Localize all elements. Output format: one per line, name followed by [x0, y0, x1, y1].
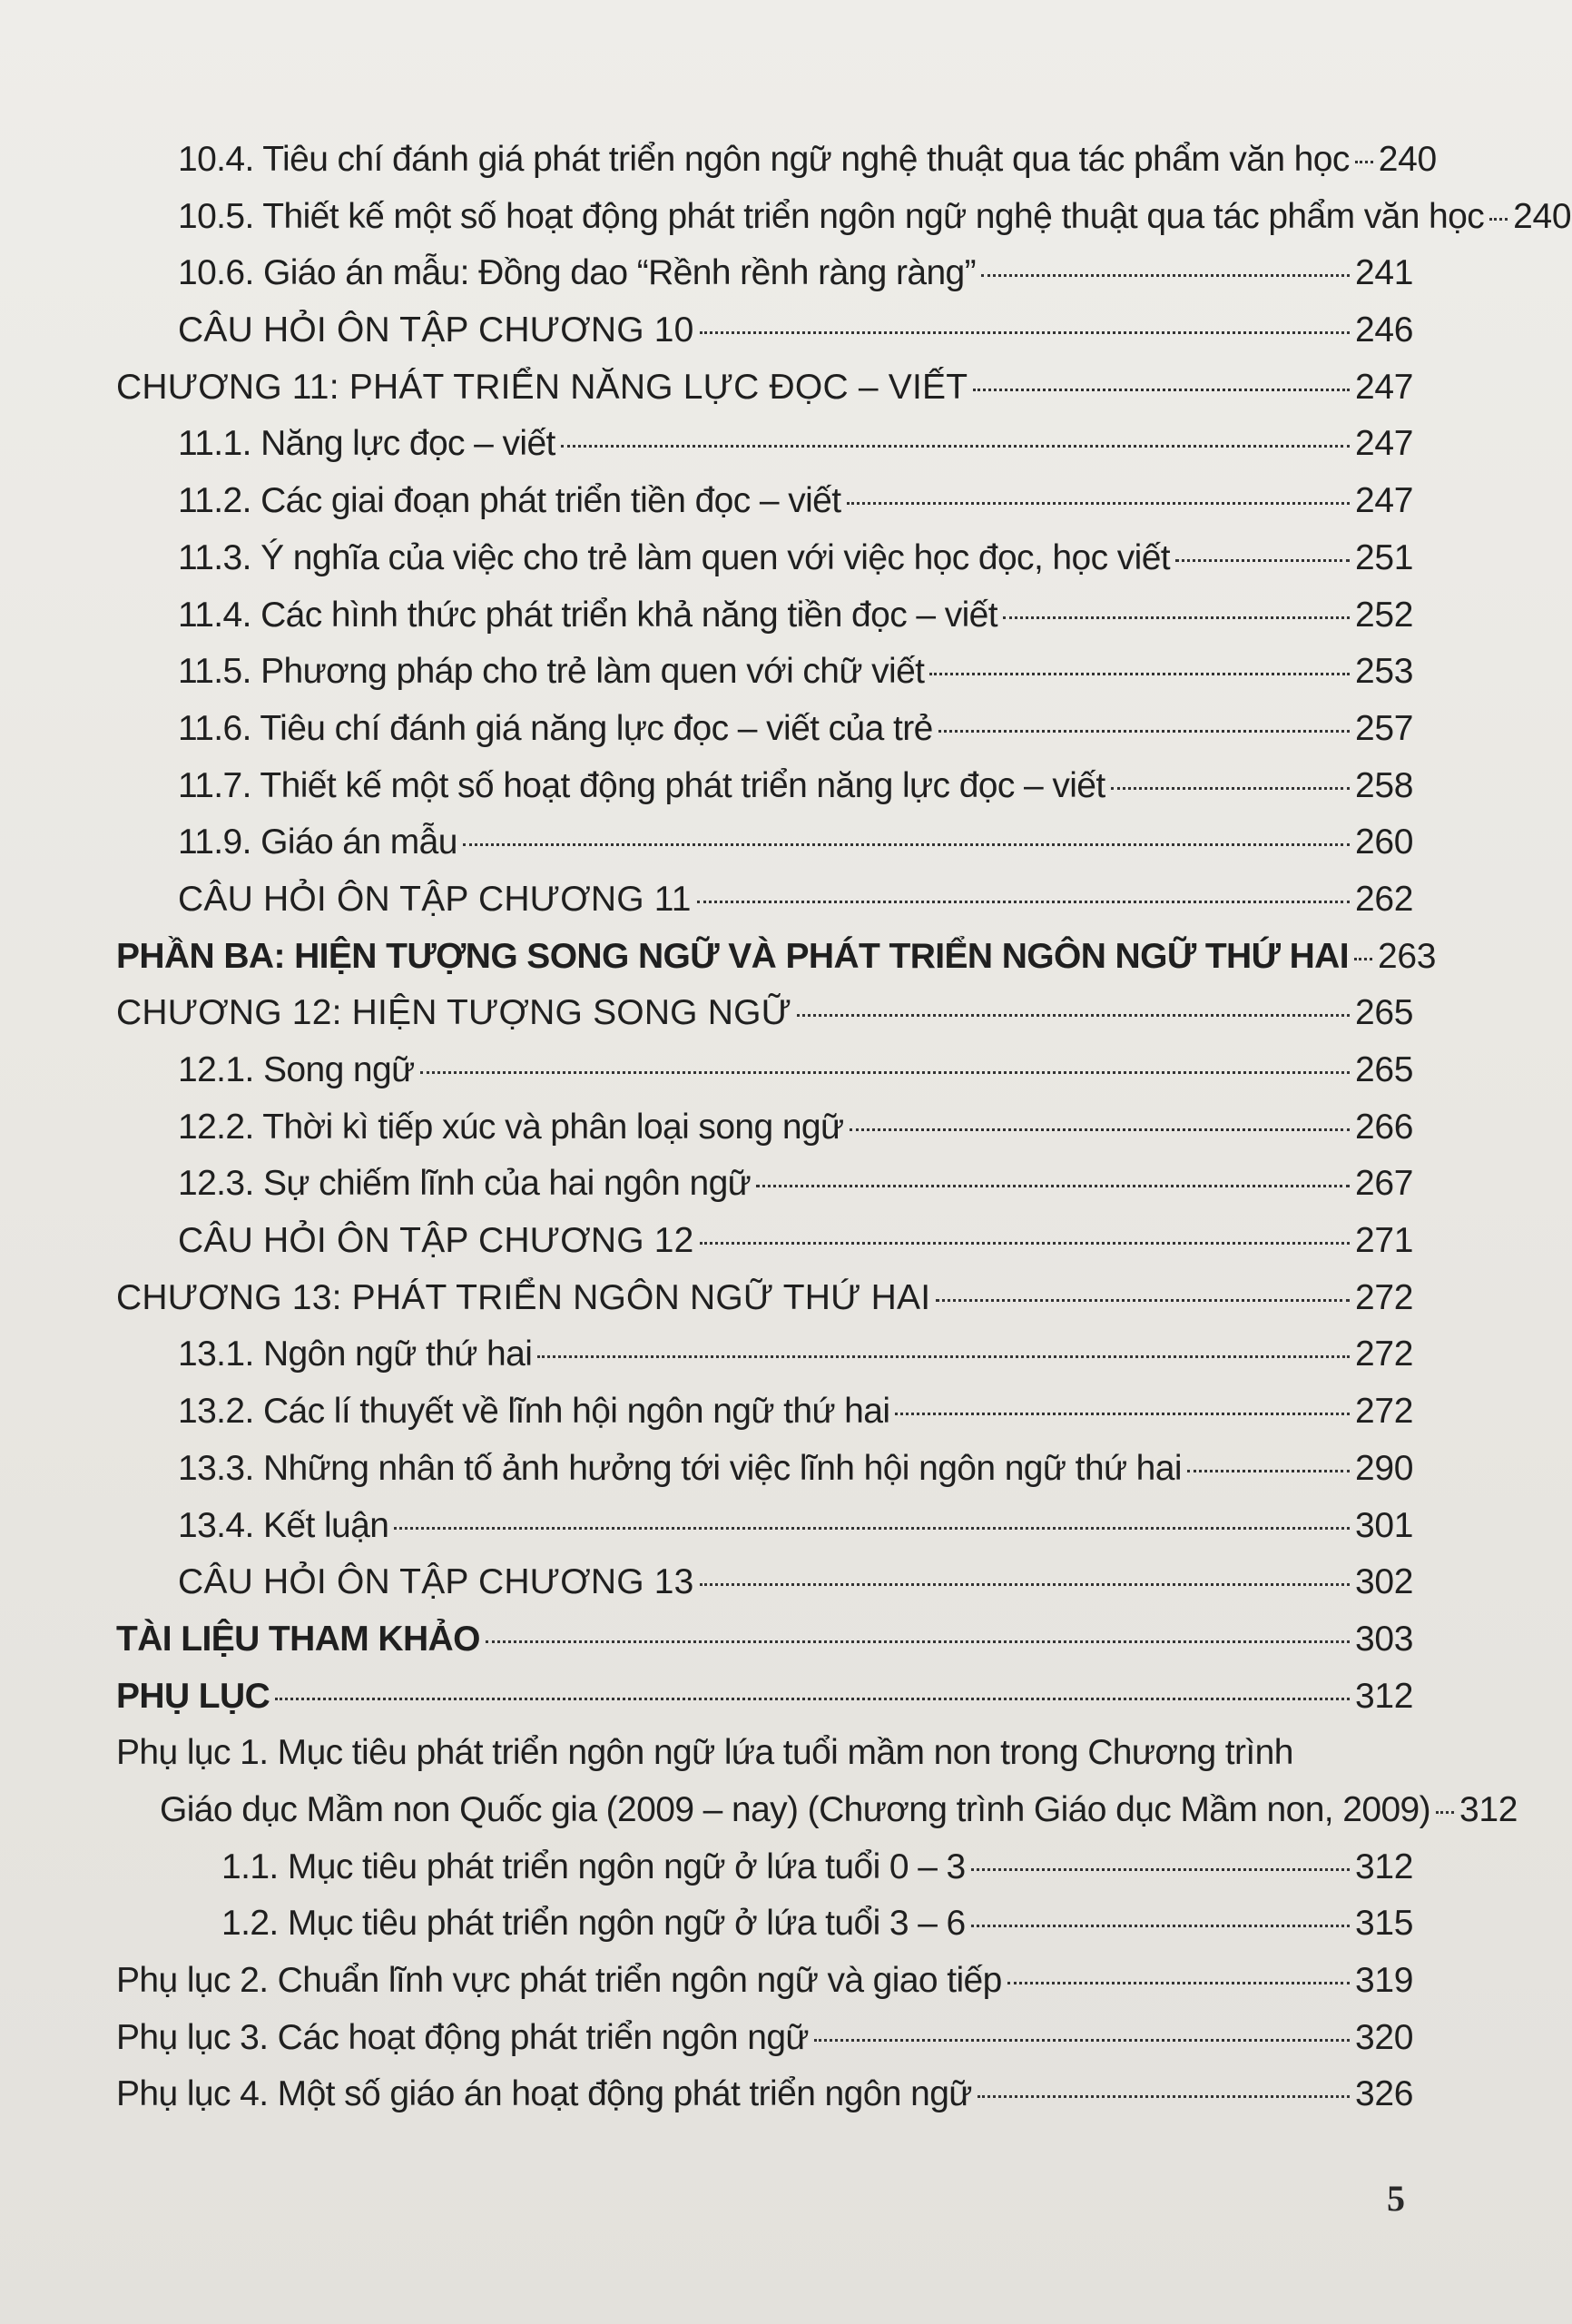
toc-entry — [0, 1554, 1572, 1611]
dot-leader — [1003, 616, 1350, 619]
toc-entry-title: 11.1. Năng lực đọc – viết — [178, 424, 555, 464]
dot-leader — [814, 2039, 1350, 2042]
toc-entry — [0, 416, 1572, 473]
toc-entry-title: 12.1. Song ngữ — [178, 1050, 415, 1089]
dot-leader — [1111, 787, 1350, 790]
dot-leader — [420, 1071, 1350, 1074]
dot-leader — [561, 445, 1350, 448]
toc-page-number: 272 — [1355, 1334, 1414, 1374]
toc-page-number: 272 — [1355, 1277, 1414, 1317]
toc-entry — [0, 587, 1572, 645]
toc-page-number: 263 — [1377, 936, 1437, 976]
toc-entry-title: 11.4. Các hình thức phát triển khả năng tiền đọc – viết — [178, 595, 997, 635]
toc-entry — [0, 132, 1572, 189]
toc-page-number: 258 — [1355, 765, 1414, 805]
toc-entry — [0, 872, 1572, 929]
dot-leader — [394, 1527, 1350, 1530]
dot-leader — [850, 1128, 1350, 1131]
toc-page-number: 247 — [1355, 424, 1414, 464]
toc-entry — [0, 1611, 1572, 1669]
toc-entry — [0, 1669, 1572, 1726]
toc-page-number: 251 — [1355, 537, 1414, 577]
dot-leader — [971, 1925, 1350, 1927]
dot-leader — [978, 2095, 1350, 2098]
toc-page-number: 303 — [1355, 1619, 1414, 1659]
toc-entry — [0, 2010, 1572, 2067]
toc-entry-title: CÂU HỎI ÔN TẬP CHƯƠNG 13 — [178, 1562, 694, 1602]
dot-leader — [700, 1583, 1350, 1586]
dot-leader — [1354, 958, 1372, 960]
dot-leader — [1355, 161, 1373, 163]
toc-page-number: 265 — [1355, 1050, 1414, 1089]
dot-leader — [700, 1242, 1350, 1245]
dot-leader — [1187, 1470, 1350, 1472]
toc-entry — [0, 359, 1572, 417]
toc-entry — [0, 1725, 1572, 1782]
toc-page-number: 265 — [1355, 993, 1414, 1033]
toc-page-number: 319 — [1355, 1961, 1414, 2000]
toc-page-number: 315 — [1355, 1904, 1414, 1944]
toc-entry-title: 1.1. Mục tiêu phát triển ngôn ngữ ở lứa tuổi 0 – 3 — [221, 1846, 966, 1886]
toc-entry-title: CÂU HỎI ÔN TẬP CHƯƠNG 12 — [178, 1221, 694, 1261]
toc-entry-title: 11.9. Giáo án mẫu — [178, 822, 457, 862]
dot-leader — [1489, 218, 1508, 221]
toc-page-number: 272 — [1355, 1392, 1414, 1432]
toc-entry — [0, 1384, 1572, 1441]
toc-entry — [0, 1270, 1572, 1327]
dot-leader — [1007, 1982, 1350, 1984]
toc-page-number: 253 — [1355, 652, 1414, 692]
dot-leader — [936, 1299, 1350, 1302]
toc-entry — [0, 245, 1572, 302]
toc-page-number: 246 — [1355, 310, 1414, 350]
toc-page-number: 312 — [1355, 1676, 1414, 1716]
toc-entry-title: 13.1. Ngôn ngữ thứ hai — [178, 1334, 533, 1374]
dot-leader — [797, 1014, 1350, 1017]
toc-entry-title: Phụ lục 3. Các hoạt động phát triển ngôn ngữ — [116, 2017, 809, 2057]
toc-entry — [0, 1326, 1572, 1384]
toc-entry-title: 11.6. Tiêu chí đánh giá năng lực đọc – viết của trẻ — [178, 708, 933, 748]
dot-leader — [486, 1640, 1350, 1643]
toc-entry-title: CÂU HỎI ÔN TẬP CHƯƠNG 11 — [178, 879, 692, 919]
toc-page-number: 290 — [1355, 1448, 1414, 1488]
table-of-contents — [0, 132, 1572, 2123]
toc-entry — [0, 2066, 1572, 2123]
toc-page-number: 320 — [1355, 2017, 1414, 2057]
toc-entry-title: 12.3. Sự chiếm lĩnh của hai ngôn ngữ — [178, 1164, 752, 1204]
toc-entry-title: CÂU HỎI ÔN TẬP CHƯƠNG 10 — [178, 310, 694, 350]
toc-entry — [0, 1042, 1572, 1099]
toc-entry-title: CHƯƠNG 11: PHÁT TRIỂN NĂNG LỰC ĐỌC – VIẾT — [116, 367, 968, 407]
dot-leader — [1436, 1811, 1454, 1814]
page-number: 5 — [1387, 2178, 1405, 2219]
toc-entry-title: 12.2. Thời kì tiếp xúc và phân loại song ngữ — [178, 1107, 844, 1147]
toc-page-number: 271 — [1355, 1221, 1414, 1261]
toc-entry-title: Phụ lục 2. Chuẩn lĩnh vực phát triển ngôn ngữ và giao tiếp — [116, 1961, 1002, 2000]
toc-page-number: 312 — [1459, 1789, 1518, 1829]
toc-entry-title: 10.4. Tiêu chí đánh giá phát triển ngôn ngữ nghệ thuật qua tác phẩm văn học — [178, 140, 1350, 179]
toc-entry-title: 11.5. Phương pháp cho trẻ làm quen với chữ viết — [178, 652, 925, 692]
dot-leader — [275, 1698, 1350, 1700]
toc-entry-title: 10.5. Thiết kế một số hoạt động phát triển ngôn ngữ nghệ thuật qua tác phẩm văn học — [178, 196, 1485, 236]
toc-entry-title: PHẦN BA: HIỆN TƯỢNG SONG NGỮ VÀ PHÁT TRIỂN NGÔN NGỮ THỨ HAI — [116, 936, 1349, 976]
toc-entry-title: 11.3. Ý nghĩa của việc cho trẻ làm quen với việc học đọc, học viết — [178, 537, 1171, 577]
dot-leader — [697, 901, 1350, 903]
toc-page-number: 312 — [1355, 1846, 1414, 1886]
toc-page-number: 267 — [1355, 1164, 1414, 1204]
toc-entry — [0, 1953, 1572, 2010]
dot-leader — [847, 502, 1350, 505]
toc-entry-title: CHƯƠNG 13: PHÁT TRIỂN NGÔN NGỮ THỨ HAI — [116, 1277, 931, 1317]
dot-leader — [537, 1355, 1350, 1358]
toc-entry — [0, 1896, 1572, 1953]
dot-leader — [1175, 559, 1350, 562]
toc-entry-title-continued: Giáo dục Mầm non Quốc gia (2009 – nay) (Chương trình Giáo dục Mầm non, 2009) — [160, 1789, 1431, 1829]
dot-leader — [938, 730, 1350, 733]
toc-entry — [0, 1213, 1572, 1270]
toc-entry — [0, 758, 1572, 815]
toc-entry — [0, 1156, 1572, 1213]
toc-entry — [0, 473, 1572, 530]
toc-page-number: 301 — [1355, 1505, 1414, 1545]
toc-entry — [0, 814, 1572, 872]
dot-leader — [971, 1868, 1350, 1871]
toc-page-number: 326 — [1355, 2074, 1414, 2114]
toc-entry-title: Phụ lục 1. Mục tiêu phát triển ngôn ngữ lứa tuổi mầm non trong Chương trình — [116, 1733, 1293, 1773]
toc-entry — [0, 302, 1572, 359]
dot-leader — [895, 1413, 1350, 1415]
toc-entry — [0, 985, 1572, 1042]
toc-entry — [0, 929, 1572, 986]
toc-page-number: 240 — [1378, 140, 1437, 179]
toc-entry — [0, 189, 1572, 246]
toc-page-number: 266 — [1355, 1107, 1414, 1147]
toc-page-number: 247 — [1355, 481, 1414, 521]
toc-page-number: 252 — [1355, 595, 1414, 635]
toc-page-number: 241 — [1355, 253, 1414, 293]
toc-entry — [0, 1099, 1572, 1157]
toc-entry — [0, 530, 1572, 587]
dot-leader — [700, 331, 1350, 334]
toc-entry — [0, 1498, 1572, 1555]
toc-entry-title: TÀI LIỆU THAM KHẢO — [116, 1619, 480, 1659]
toc-entry-title: PHỤ LỤC — [116, 1676, 270, 1716]
dot-leader — [981, 274, 1350, 277]
toc-entry-title: 11.2. Các giai đoạn phát triển tiền đọc – viết — [178, 481, 841, 521]
toc-entry-title: 13.4. Kết luận — [178, 1505, 389, 1545]
dot-leader — [463, 843, 1350, 846]
toc-page-number: 257 — [1355, 708, 1414, 748]
toc-entry — [0, 1782, 1572, 1839]
toc-entry — [0, 701, 1572, 758]
toc-page-number: 240 — [1513, 196, 1572, 236]
toc-page-number: 262 — [1355, 879, 1414, 919]
toc-entry-title: 13.3. Những nhân tố ảnh hưởng tới việc lĩnh hội ngôn ngữ thứ hai — [178, 1448, 1182, 1488]
dot-leader — [929, 673, 1350, 675]
toc-entry-title: 13.2. Các lí thuyết về lĩnh hội ngôn ngữ thứ hai — [178, 1392, 890, 1432]
toc-page-number: 247 — [1355, 367, 1414, 407]
toc-entry-title: 11.7. Thiết kế một số hoạt động phát triển năng lực đọc – viết — [178, 765, 1105, 805]
toc-entry — [0, 1839, 1572, 1896]
toc-page-number: 302 — [1355, 1562, 1414, 1602]
toc-entry — [0, 644, 1572, 701]
toc-entry-title: Phụ lục 4. Một số giáo án hoạt động phát triển ngôn ngữ — [116, 2074, 972, 2114]
toc-entry — [0, 1441, 1572, 1498]
dot-leader — [973, 389, 1350, 391]
toc-entry-title: 1.2. Mục tiêu phát triển ngôn ngữ ở lứa tuổi 3 – 6 — [221, 1904, 966, 1944]
toc-entry-title: CHƯƠNG 12: HIỆN TƯỢNG SONG NGỮ — [116, 993, 792, 1033]
dot-leader — [756, 1185, 1350, 1187]
toc-entry-title: 10.6. Giáo án mẫu: Đồng dao “Rềnh rềnh ràng ràng” — [178, 253, 977, 293]
toc-page-number: 260 — [1355, 822, 1414, 862]
